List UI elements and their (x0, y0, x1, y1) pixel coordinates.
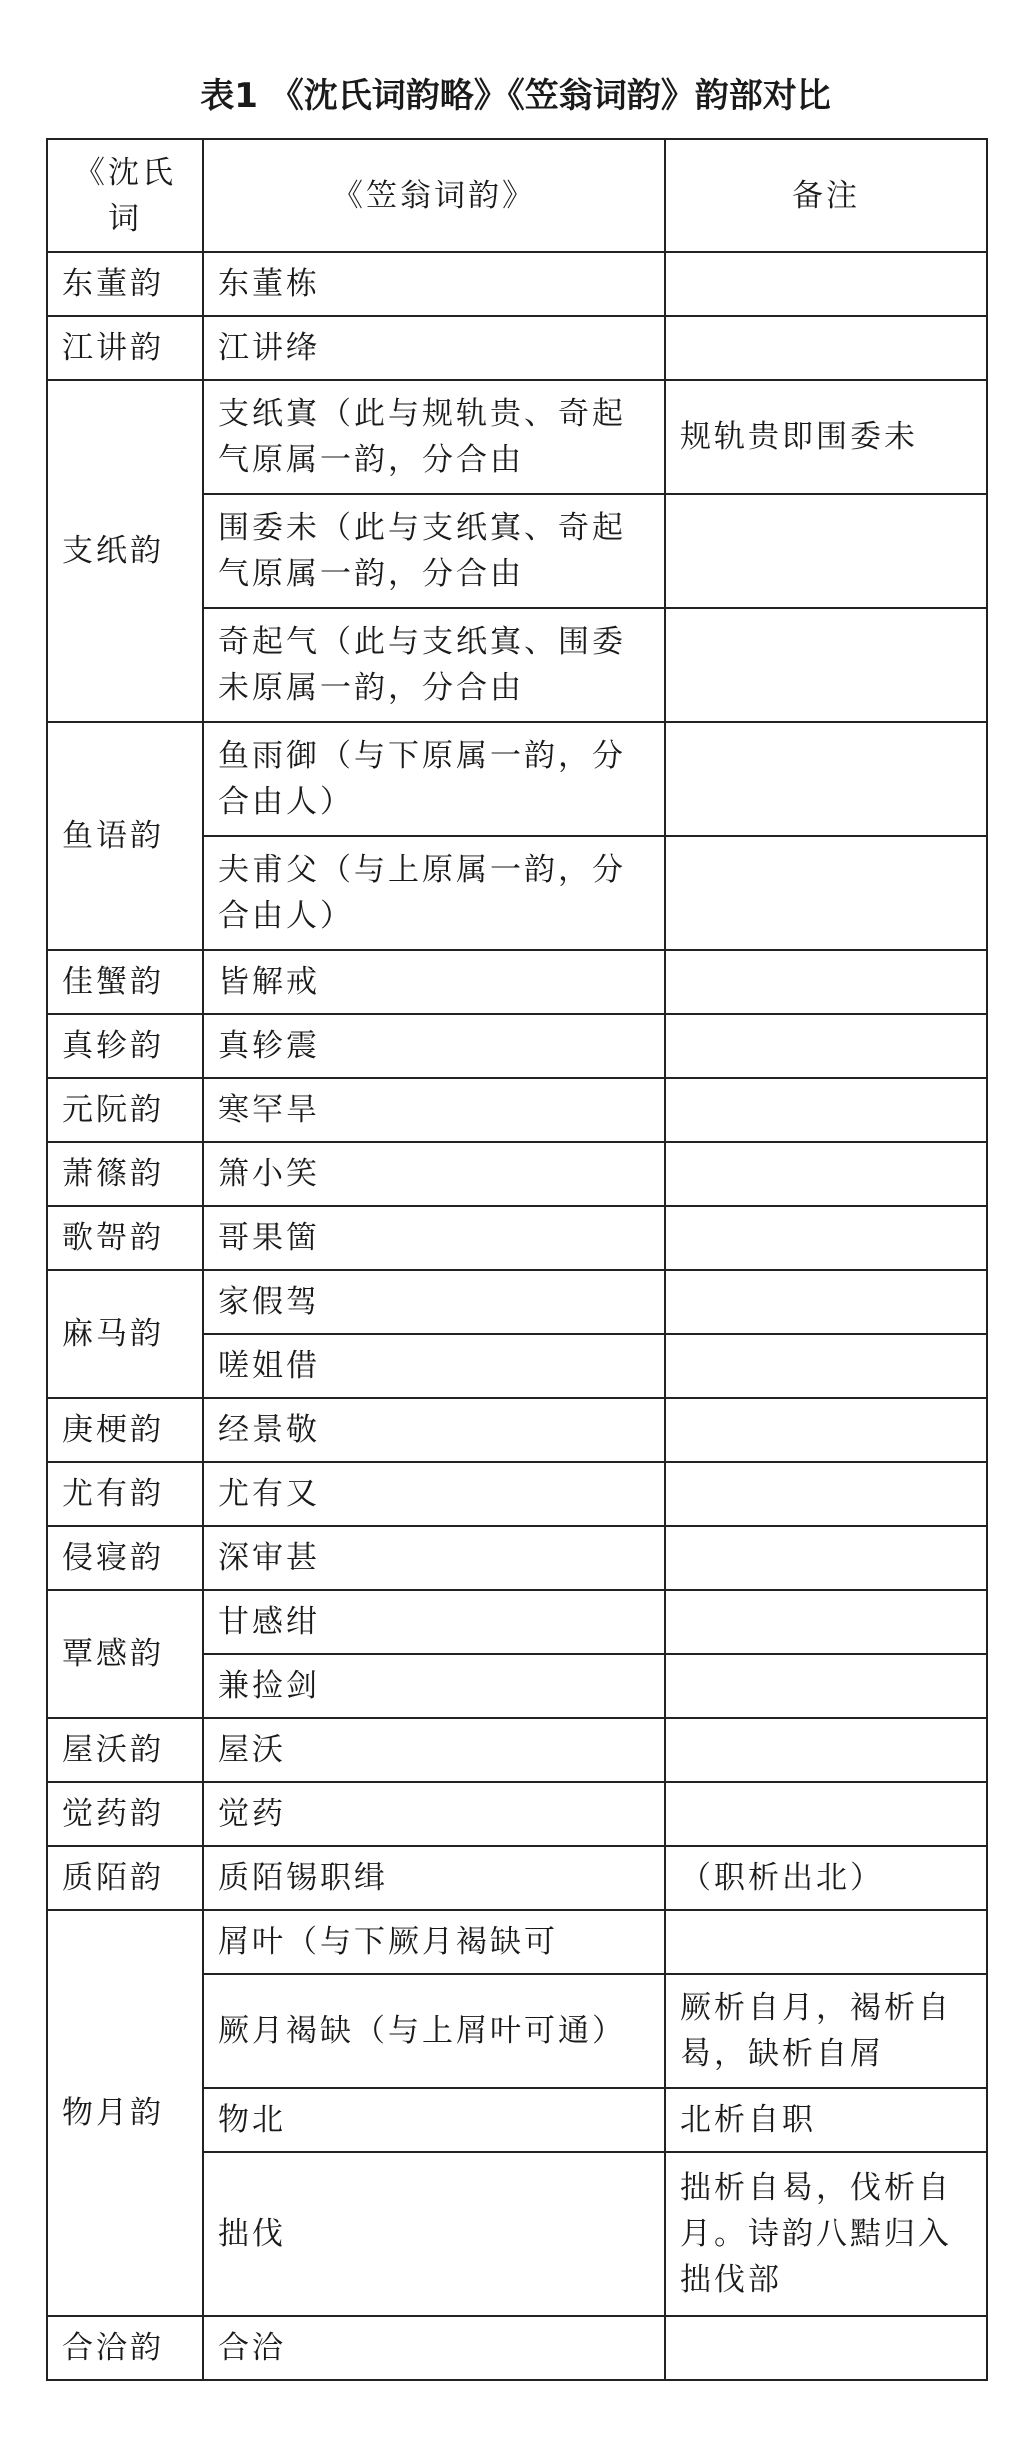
liweng-rhyme-cell: 真轸震 (203, 1014, 665, 1078)
liweng-rhyme-cell: 经景敬 (203, 1398, 665, 1462)
liweng-rhyme-cell: 嗟姐借 (203, 1334, 665, 1398)
liweng-rhyme-cell: 鱼雨御（与下原属一韵，分合由人） (203, 722, 665, 836)
liweng-rhyme-cell: 屋沃 (203, 1718, 665, 1782)
table-row (47, 1718, 987, 1782)
table-row (47, 1782, 987, 1846)
note-cell (665, 1526, 987, 1590)
liweng-rhyme-cell: 夫甫父（与上原属一韵，分合由人） (203, 836, 665, 950)
note-cell: 拙析自曷，伐析自月。诗韵八黠归入拙伐部 (665, 2152, 987, 2316)
note-cell (665, 950, 987, 1014)
liweng-rhyme-cell: 东董栋 (203, 252, 665, 316)
header-row (47, 139, 987, 252)
shenshi-rhyme-cell: 合洽韵 (47, 2316, 203, 2380)
note-cell (665, 608, 987, 722)
table-row (47, 1846, 987, 1910)
liweng-rhyme-cell: 家假驾 (203, 1270, 665, 1334)
table-row (47, 1462, 987, 1526)
shenshi-rhyme-cell: 屋沃韵 (47, 1718, 203, 1782)
note-cell (665, 1782, 987, 1846)
note-cell (665, 1590, 987, 1654)
shenshi-rhyme-cell: 江讲韵 (47, 316, 203, 380)
liweng-rhyme-cell: 哥果箇 (203, 1206, 665, 1270)
table-title: 表1 《沈氏词韵略》《笠翁词韵》韵部对比 (200, 76, 831, 116)
liweng-rhyme-cell: 合洽 (203, 2316, 665, 2380)
table-row (47, 722, 987, 836)
note-cell (665, 1334, 987, 1398)
note-cell (665, 836, 987, 950)
shenshi-rhyme-cell: 东董韵 (47, 252, 203, 316)
liweng-rhyme-cell: 寒罕旱 (203, 1078, 665, 1142)
shenshi-rhyme-cell: 质陌韵 (47, 1846, 203, 1910)
table-row (47, 950, 987, 1014)
rhyme-comparison-table (46, 138, 988, 2381)
liweng-rhyme-cell: 尤有又 (203, 1462, 665, 1526)
note-cell (665, 722, 987, 836)
note-cell: 厥析自月，褐析自曷，缺析自屑 (665, 1974, 987, 2088)
table-row (47, 1270, 987, 1334)
liweng-rhyme-cell: 围委未（此与支纸寘、奇起气原属一韵，分合由 (203, 494, 665, 608)
shenshi-rhyme-cell: 侵寝韵 (47, 1526, 203, 1590)
header-notes: 备注 (665, 139, 987, 252)
shenshi-rhyme-cell: 觉药韵 (47, 1782, 203, 1846)
table-row (47, 316, 987, 380)
note-cell (665, 494, 987, 608)
shenshi-rhyme-cell: 歌哿韵 (47, 1206, 203, 1270)
note-cell (665, 316, 987, 380)
table-row (47, 1590, 987, 1654)
shenshi-rhyme-cell: 尤有韵 (47, 1462, 203, 1526)
liweng-rhyme-cell: 兼捡剑 (203, 1654, 665, 1718)
shenshi-rhyme-cell: 物月韵 (47, 1910, 203, 2316)
table-row (47, 1078, 987, 1142)
note-cell (665, 1654, 987, 1718)
shenshi-rhyme-cell: 萧篠韵 (47, 1142, 203, 1206)
note-cell (665, 1270, 987, 1334)
liweng-rhyme-cell: 厥月褐缺（与上屑叶可通） (203, 1974, 665, 2088)
liweng-rhyme-cell: 觉药 (203, 1782, 665, 1846)
note-cell (665, 1398, 987, 1462)
shenshi-rhyme-cell: 鱼语韵 (47, 722, 203, 950)
liweng-rhyme-cell: 质陌锡职缉 (203, 1846, 665, 1910)
note-cell: 北析自职 (665, 2088, 987, 2152)
liweng-rhyme-cell: 支纸寘（此与规轨贵、奇起气原属一韵，分合由 (203, 380, 665, 494)
shenshi-rhyme-cell: 麻马韵 (47, 1270, 203, 1398)
note-cell (665, 1078, 987, 1142)
note-cell (665, 1142, 987, 1206)
header-liweng: 《笠翁词韵》 (203, 139, 665, 252)
table-row (47, 1398, 987, 1462)
shenshi-rhyme-cell: 覃感韵 (47, 1590, 203, 1718)
liweng-rhyme-cell: 深审甚 (203, 1526, 665, 1590)
note-cell: 规轨贵即围委未 (665, 380, 987, 494)
table-row (47, 1526, 987, 1590)
shenshi-rhyme-cell: 元阮韵 (47, 1078, 203, 1142)
liweng-rhyme-cell: 物北 (203, 2088, 665, 2152)
liweng-rhyme-cell: 江讲绛 (203, 316, 665, 380)
liweng-rhyme-cell: 拙伐 (203, 2152, 665, 2316)
note-cell (665, 2316, 987, 2380)
liweng-rhyme-cell: 奇起气（此与支纸寘、围委未原属一韵，分合由 (203, 608, 665, 722)
table-row (47, 1014, 987, 1078)
note-cell (665, 1014, 987, 1078)
table-row (47, 1910, 987, 1974)
note-cell (665, 1718, 987, 1782)
liweng-rhyme-cell: 箫小笑 (203, 1142, 665, 1206)
shenshi-rhyme-cell: 庚梗韵 (47, 1398, 203, 1462)
table-row (47, 1206, 987, 1270)
note-cell (665, 1462, 987, 1526)
note-cell: （职析出北） (665, 1846, 987, 1910)
liweng-rhyme-cell: 屑叶（与下厥月褐缺可 (203, 1910, 665, 1974)
shenshi-rhyme-cell: 佳蟹韵 (47, 950, 203, 1014)
table-row (47, 2316, 987, 2380)
header-shenshi: 《沈氏词 (47, 139, 203, 252)
table-row (47, 1142, 987, 1206)
shenshi-rhyme-cell: 支纸韵 (47, 380, 203, 722)
liweng-rhyme-cell: 甘感绀 (203, 1590, 665, 1654)
note-cell (665, 252, 987, 316)
shenshi-rhyme-cell: 真轸韵 (47, 1014, 203, 1078)
table-row (47, 252, 987, 316)
liweng-rhyme-cell: 皆解戒 (203, 950, 665, 1014)
note-cell (665, 1206, 987, 1270)
table-row (47, 380, 987, 494)
note-cell (665, 1910, 987, 1974)
